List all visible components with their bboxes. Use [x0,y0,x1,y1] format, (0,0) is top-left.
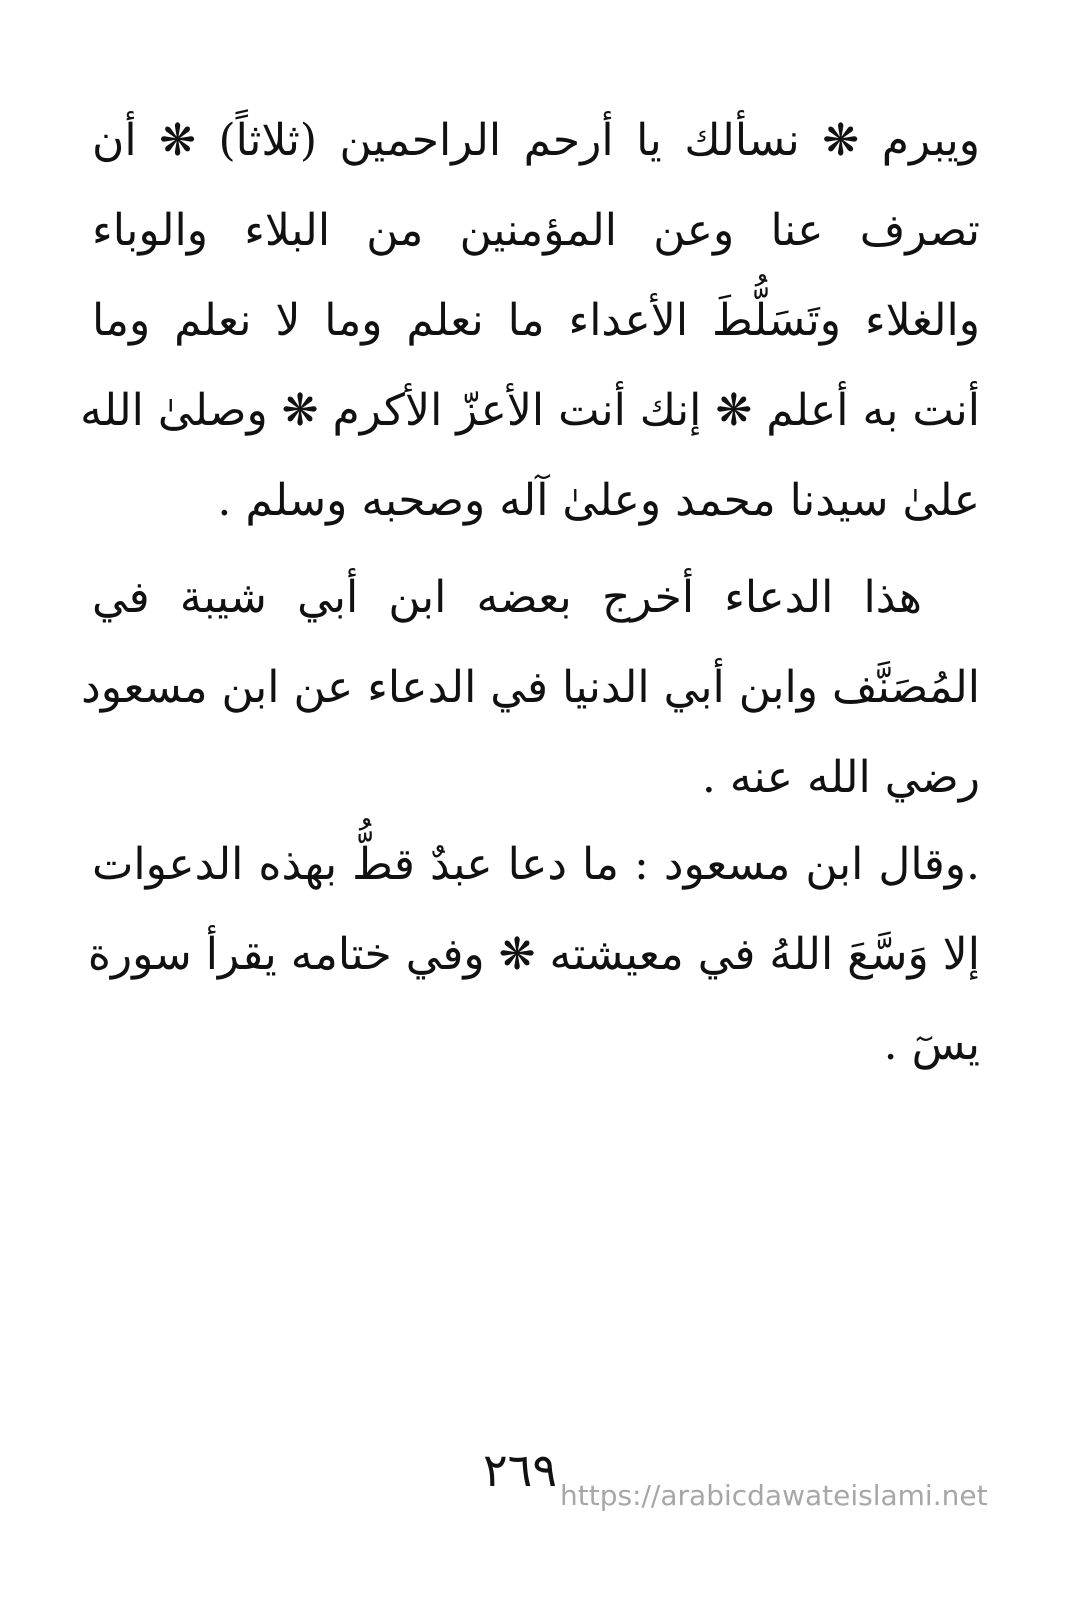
source-paragraph [81,553,980,823]
text-line: .وقال ابن مسعود : ما دعا عبدٌ قطُّ بهذه الدعوات [92,839,980,890]
page-number: ٢٦٩ [482,1443,558,1497]
text-line: تصرف عنا وعن المؤمنين من البلاء والوباء [92,205,980,256]
text-line: هذا الدعاء أخرج بعضه ابن أبي شيبة في [92,572,922,623]
text-line: علىٰ سيدنا محمد وعلىٰ آله وصحبه وسلم . [217,475,980,526]
text-line: رضي الله عنه . [701,752,980,803]
watermark-url: https://arabicdawateislami.net [560,1479,988,1512]
text-line: أنت به أعلم ❋ إنك أنت الأعزّ الأكرم ❋ وصلىٰ الله [80,385,980,436]
text-line: ويبرم ❋ نسألك يا أرحم الراحمين (ثلاثاً) ❋ أن [92,115,980,166]
prayer-paragraph [80,96,980,546]
text-line: إلا وَسَّعَ اللهُ في معيشته ❋ وفي ختامه يقرأ سورة [87,929,980,980]
text-line: يسٓ . [883,1019,980,1070]
quote-paragraph [87,820,980,1090]
text-line: والغلاء وتَسَلُّطَ الأعداء ما نعلم وما لا نعلم وما [92,295,980,346]
text-line: المُصَنَّف وابن أبي الدنيا في الدعاء عن ابن مسعود [81,662,980,713]
